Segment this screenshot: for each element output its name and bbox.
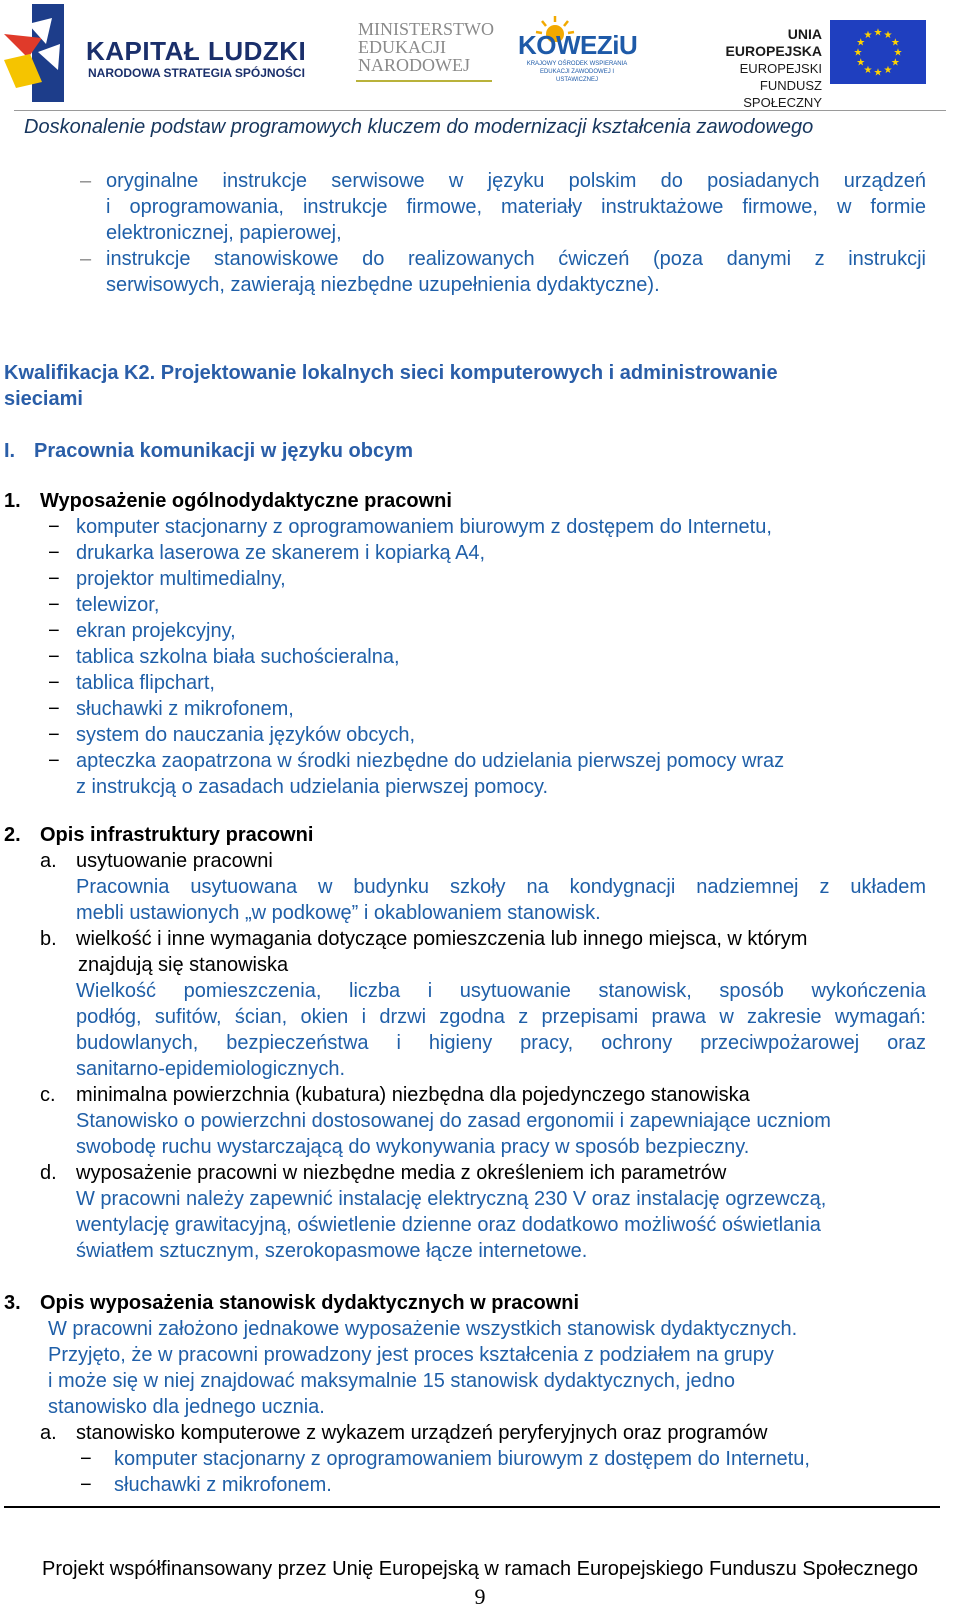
eu-star-icon: ★ bbox=[883, 30, 893, 42]
eu-star-icon: ★ bbox=[856, 57, 866, 69]
ue-line2: EUROPEJSKI bbox=[739, 61, 822, 76]
s1-item-2: drukarka laserowa ze skanerem i kopiarką A4, bbox=[76, 542, 486, 564]
s2-b-text-line-1: Wielkość pomieszczenia, liczba i usytuowanie stanowisk, sposób wykończenia bbox=[76, 980, 926, 1002]
s2-c-letter: c. bbox=[40, 1084, 56, 1106]
intro-item-1-line-1: oryginalne instrukcje serwisowe w języku polskim do posiadanych urządzeń bbox=[106, 170, 926, 192]
koweziu-sub2: EDUKACJI ZAWODOWEJ I USTAWICZNEJ bbox=[539, 69, 615, 83]
dash-marker: − bbox=[48, 568, 60, 590]
s1-item-4: telewizor, bbox=[76, 594, 160, 616]
ue-line1: UNIA EUROPEJSKA bbox=[725, 26, 822, 59]
dash-marker: − bbox=[48, 542, 60, 564]
dash-marker: – bbox=[80, 170, 92, 192]
s3-text-line-2: Przyjęto, że w pracowni prowadzony jest proces kształcenia z podziałem na grupy bbox=[48, 1344, 774, 1366]
dash-marker: − bbox=[80, 1474, 92, 1496]
s1-item-10: apteczka zaopatrzona w środki niezbędne do udzielania pierwszej pomocy wraz bbox=[76, 750, 785, 772]
s2-b-title-line-1: wielkość i inne wymagania dotyczące pomieszczenia lub innego miejsca, w którym bbox=[76, 928, 808, 950]
s3-title: Opis wyposażenia stanowisk dydaktycznych w pracowni bbox=[40, 1292, 580, 1314]
s3-number: 3. bbox=[4, 1292, 21, 1314]
men-underline bbox=[356, 80, 492, 82]
eu-star-icon: ★ bbox=[863, 30, 873, 42]
ue-line3: FUNDUSZ SPOŁECZNY bbox=[743, 78, 822, 110]
eu-star-icon: ★ bbox=[863, 64, 873, 76]
section-number: I. bbox=[4, 440, 16, 462]
men-line3: NARODOWEJ bbox=[358, 55, 470, 75]
s3-item-1: komputer stacjonarny z oprogramowaniem biurowym z dostępem do Internetu, bbox=[114, 1448, 810, 1470]
page-number: 9 bbox=[474, 1584, 486, 1609]
intro-item-1-line-2: i oprogramowania, instrukcje firmowe, materiały instruktażowe firmowe, w formie bbox=[106, 196, 926, 218]
qualification-title-line-2: sieciami bbox=[4, 388, 83, 410]
footer-divider bbox=[4, 1506, 940, 1508]
kapital-ludzki-emblem bbox=[2, 4, 66, 102]
header-divider bbox=[14, 110, 946, 111]
s2-b-text-line-3: budowlanych, bezpieczeństwa i higieny pracy, ochrony przeciwpożarowej oraz bbox=[76, 1032, 926, 1054]
s2-d-text-line-3: światłem sztucznym, szerokopasmowe łącze internetowe. bbox=[76, 1240, 588, 1262]
koweziu-sub1: KRAJOWY OŚRODEK WSPIERANIA bbox=[526, 61, 628, 67]
dash-marker: − bbox=[48, 698, 60, 720]
ue-text bbox=[690, 26, 822, 111]
s2-b-text-line-2: podłóg, sufitów, ścian, okien i drzwi zgodna z przepisami prawa w zakresie wymagań: bbox=[76, 1006, 926, 1028]
s2-d-text-line-2: wentylację grawitacyjną, oświetlenie dzienne oraz dodatkowo możliwość oświetlania bbox=[76, 1214, 821, 1236]
dash-marker: − bbox=[48, 516, 60, 538]
dash-marker: − bbox=[48, 646, 60, 668]
dash-marker: − bbox=[48, 620, 60, 642]
s1-item-3: projektor multimedialny, bbox=[76, 568, 286, 590]
s3-text-line-1: W pracowni założono jednakowe wyposażenie wszystkich stanowisk dydaktycznych. bbox=[48, 1318, 798, 1340]
project-title: Doskonalenie podstaw programowych kluczem do modernizacji kształcenia zawodowego bbox=[24, 116, 814, 138]
s2-a-title: usytuowanie pracowni bbox=[76, 850, 273, 872]
eu-star-icon: ★ bbox=[873, 27, 883, 39]
eu-star-icon: ★ bbox=[890, 37, 900, 49]
koweziu-sub bbox=[522, 60, 632, 84]
intro-item-1-line-3: elektronicznej, papierowej, bbox=[106, 222, 342, 244]
s1-item-5: ekran projekcyjny, bbox=[76, 620, 236, 642]
eu-star-icon: ★ bbox=[856, 37, 866, 49]
s1-item-continuation: z instrukcją o zasadach udzielania pierwszej pomocy. bbox=[76, 776, 549, 798]
eu-star-icon: ★ bbox=[873, 67, 883, 79]
dash-marker: − bbox=[80, 1448, 92, 1470]
s1-item-7: tablica flipchart, bbox=[76, 672, 215, 694]
s2-b-letter: b. bbox=[40, 928, 57, 950]
s2-d-title: wyposażenie pracowni w niezbędne media z określeniem ich parametrów bbox=[76, 1162, 727, 1184]
dash-marker: − bbox=[48, 672, 60, 694]
s2-b-text-line-4: sanitarno-epidemiologicznych. bbox=[76, 1058, 346, 1080]
eu-star-icon: ★ bbox=[893, 47, 903, 59]
s1-item-6: tablica szkolna biała suchościeralna, bbox=[76, 646, 400, 668]
s3-a-letter: a. bbox=[40, 1422, 57, 1444]
s2-number: 2. bbox=[4, 824, 21, 846]
eu-star-icon: ★ bbox=[853, 47, 863, 59]
koweziu-logo: KOWEZiU bbox=[518, 30, 638, 60]
s2-c-text-line-2: swobodę ruchu wystarczającą do wykonywania pracy w sposób bezpieczny. bbox=[76, 1136, 750, 1158]
s2-c-title: minimalna powierzchnia (kubatura) niezbędna dla pojedynczego stanowiska bbox=[76, 1084, 750, 1106]
s2-a-letter: a. bbox=[40, 850, 57, 872]
s2-a-text-line-1: Pracownia usytuowana w budynku szkoły na kondygnacji nadziemnej z układem bbox=[76, 876, 926, 898]
s3-text-line-3: i może się w niej znajdować maksymalnie 15 stanowisk dydaktycznych, jedno bbox=[48, 1370, 735, 1392]
s3-a-title: stanowisko komputerowe z wykazem urządzeń peryferyjnych oraz programów bbox=[76, 1422, 768, 1444]
section-title: Pracownia komunikacji w języku obcym bbox=[34, 440, 414, 462]
dash-marker: − bbox=[48, 594, 60, 616]
s1-item-1: komputer stacjonarny z oprogramowaniem biurowym z dostępem do Internetu, bbox=[76, 516, 772, 538]
s2-b-title-line-2: znajdują się stanowiska bbox=[78, 954, 289, 976]
s3-text-line-4: stanowisko dla jednego ucznia. bbox=[48, 1396, 325, 1418]
s2-title: Opis infrastruktury pracowni bbox=[40, 824, 314, 846]
s2-d-letter: d. bbox=[40, 1162, 57, 1184]
s1-item-9: system do nauczania języków obcych, bbox=[76, 724, 416, 746]
dash-marker: − bbox=[48, 724, 60, 746]
men-logo bbox=[358, 20, 494, 74]
men-line2: EDUKACJI bbox=[358, 37, 446, 57]
kl-title: KAPITAŁ LUDZKI bbox=[86, 36, 307, 66]
kl-subtitle: NARODOWA STRATEGIA SPÓJNOŚCI bbox=[88, 66, 305, 80]
s2-d-text-line-1: W pracowni należy zapewnić instalację elektryczną 230 V oraz instalację ogrzewczą, bbox=[76, 1188, 827, 1210]
s1-title: Wyposażenie ogólnodydaktyczne pracowni bbox=[40, 490, 452, 512]
men-line1: MINISTERSTWO bbox=[358, 19, 494, 39]
s2-c-text-line-1: Stanowisko o powierzchni dostosowanej do zasad ergonomii i zapewniające uczniom bbox=[76, 1110, 831, 1132]
dash-marker: − bbox=[48, 750, 60, 772]
intro-item-2-line-2: serwisowych, zawierają niezbędne uzupełnienia dydaktyczne). bbox=[106, 274, 660, 296]
s3-item-2: słuchawki z mikrofonem. bbox=[114, 1474, 332, 1496]
intro-item-2-line-1: instrukcje stanowiskowe do realizowanych ćwiczeń (poza danymi z instrukcji bbox=[106, 248, 926, 270]
eu-star-icon: ★ bbox=[883, 64, 893, 76]
qualification-title-line-1: Kwalifikacja K2. Projektowanie lokalnych sieci komputerowych i administrowanie bbox=[4, 362, 778, 384]
header-logos bbox=[0, 0, 960, 110]
s1-number: 1. bbox=[4, 490, 21, 512]
s2-a-text-line-2: mebli ustawionych „w podkowę” i okablowaniem stanowisk. bbox=[76, 902, 601, 924]
eu-star-icon: ★ bbox=[890, 57, 900, 69]
eu-flag-icon bbox=[830, 20, 926, 84]
s1-item-8: słuchawki z mikrofonem, bbox=[76, 698, 294, 720]
footer-text: Projekt współfinansowany przez Unię Europejską w ramach Europejskiego Funduszu Społecznego bbox=[41, 1558, 919, 1580]
dash-marker: – bbox=[80, 248, 92, 270]
